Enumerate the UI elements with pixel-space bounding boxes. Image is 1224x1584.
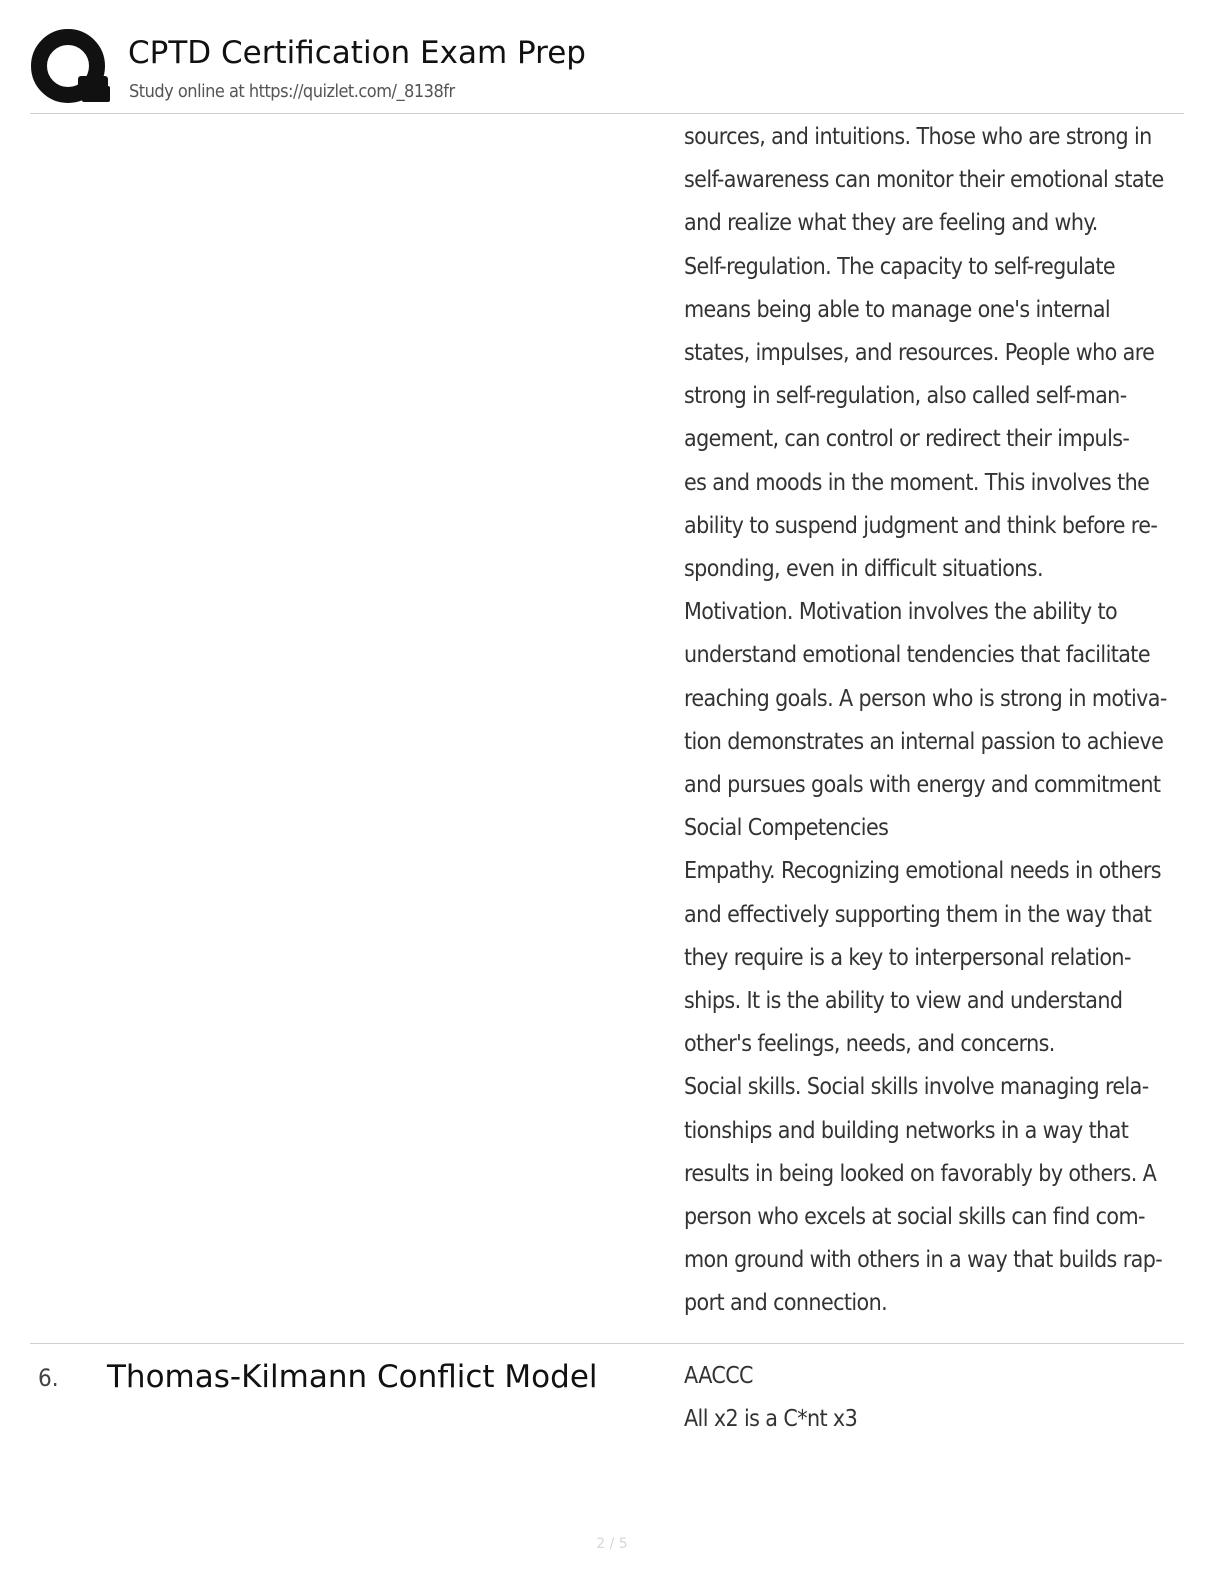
definition-line: port and connection. [684, 1290, 888, 1317]
page-header [30, 28, 1184, 114]
definition-line: understand emotional tendencies that facilitate [684, 642, 1150, 669]
definition-line: ships. It is the ability to view and understand [684, 988, 1123, 1015]
card-definition [684, 1355, 1184, 1441]
page-number: 2 / 5 [596, 1536, 628, 1552]
definition-line: agement, can control or redirect their impuls- [684, 426, 1130, 453]
definition-line: sources, and intuitions. Those who are strong in [684, 124, 1152, 150]
quizlet-q-logo-icon [30, 28, 110, 108]
card-term: Thomas-Kilmann Conflict Model [107, 1359, 598, 1395]
definition-line: they require is a key to interpersonal relation- [684, 944, 1131, 971]
definition-line: es and moods in the moment. This involves the [684, 469, 1150, 496]
definition-line: Social skills. Social skills involve managing rela- [684, 1074, 1149, 1101]
definition-line: sponding, even in difficult situations. [684, 556, 1043, 583]
definition-line: Motivation. Motivation involves the ability to [684, 599, 1118, 626]
definition-line: states, impulses, and resources. People who are [684, 340, 1155, 367]
definition-line: means being able to manage one's internal [684, 296, 1111, 323]
definition-line: AACCC [684, 1363, 753, 1389]
definition-line: person who excels at social skills can find com- [684, 1204, 1145, 1231]
page-title: CPTD Certification Exam Prep [128, 35, 586, 71]
definition-line: strong in self-regulation, also called self-man- [684, 383, 1127, 410]
definition-line: Social Competencies [684, 815, 889, 842]
definition-line: Self-regulation. The capacity to self-regulate [684, 253, 1116, 280]
definition-line: self-awareness can monitor their emotional state [684, 167, 1164, 194]
definition-line: Empathy. Recognizing emotional needs in others [684, 858, 1161, 885]
definition-line: and realize what they are feeling and why. [684, 210, 1098, 237]
definition-line: other's feelings, needs, and concerns. [684, 1031, 1055, 1058]
definition-line: All x2 is a C*nt x3 [684, 1406, 858, 1433]
header-divider [30, 113, 1184, 114]
definition-line: tionships and building networks in a way that [684, 1117, 1129, 1144]
definition-line: and pursues goals with energy and commitment [684, 772, 1161, 799]
page-subtitle: Study online at https://quizlet.com/_8138fr [129, 81, 455, 102]
continued-definition [684, 116, 1184, 1326]
definition-line: ability to suspend judgment and think before re- [684, 512, 1158, 539]
definition-line: reaching goals. A person who is strong in motiva- [684, 685, 1167, 712]
definition-line: mon ground with others in a way that builds rap- [684, 1247, 1163, 1274]
card-number: 6. [38, 1364, 59, 1392]
definition-line: tion demonstrates an internal passion to achieve [684, 728, 1164, 755]
card-divider [30, 1343, 1184, 1344]
definition-line: results in being looked on favorably by others. A [684, 1160, 1157, 1187]
definition-line: and effectively supporting them in the way that [684, 901, 1152, 928]
